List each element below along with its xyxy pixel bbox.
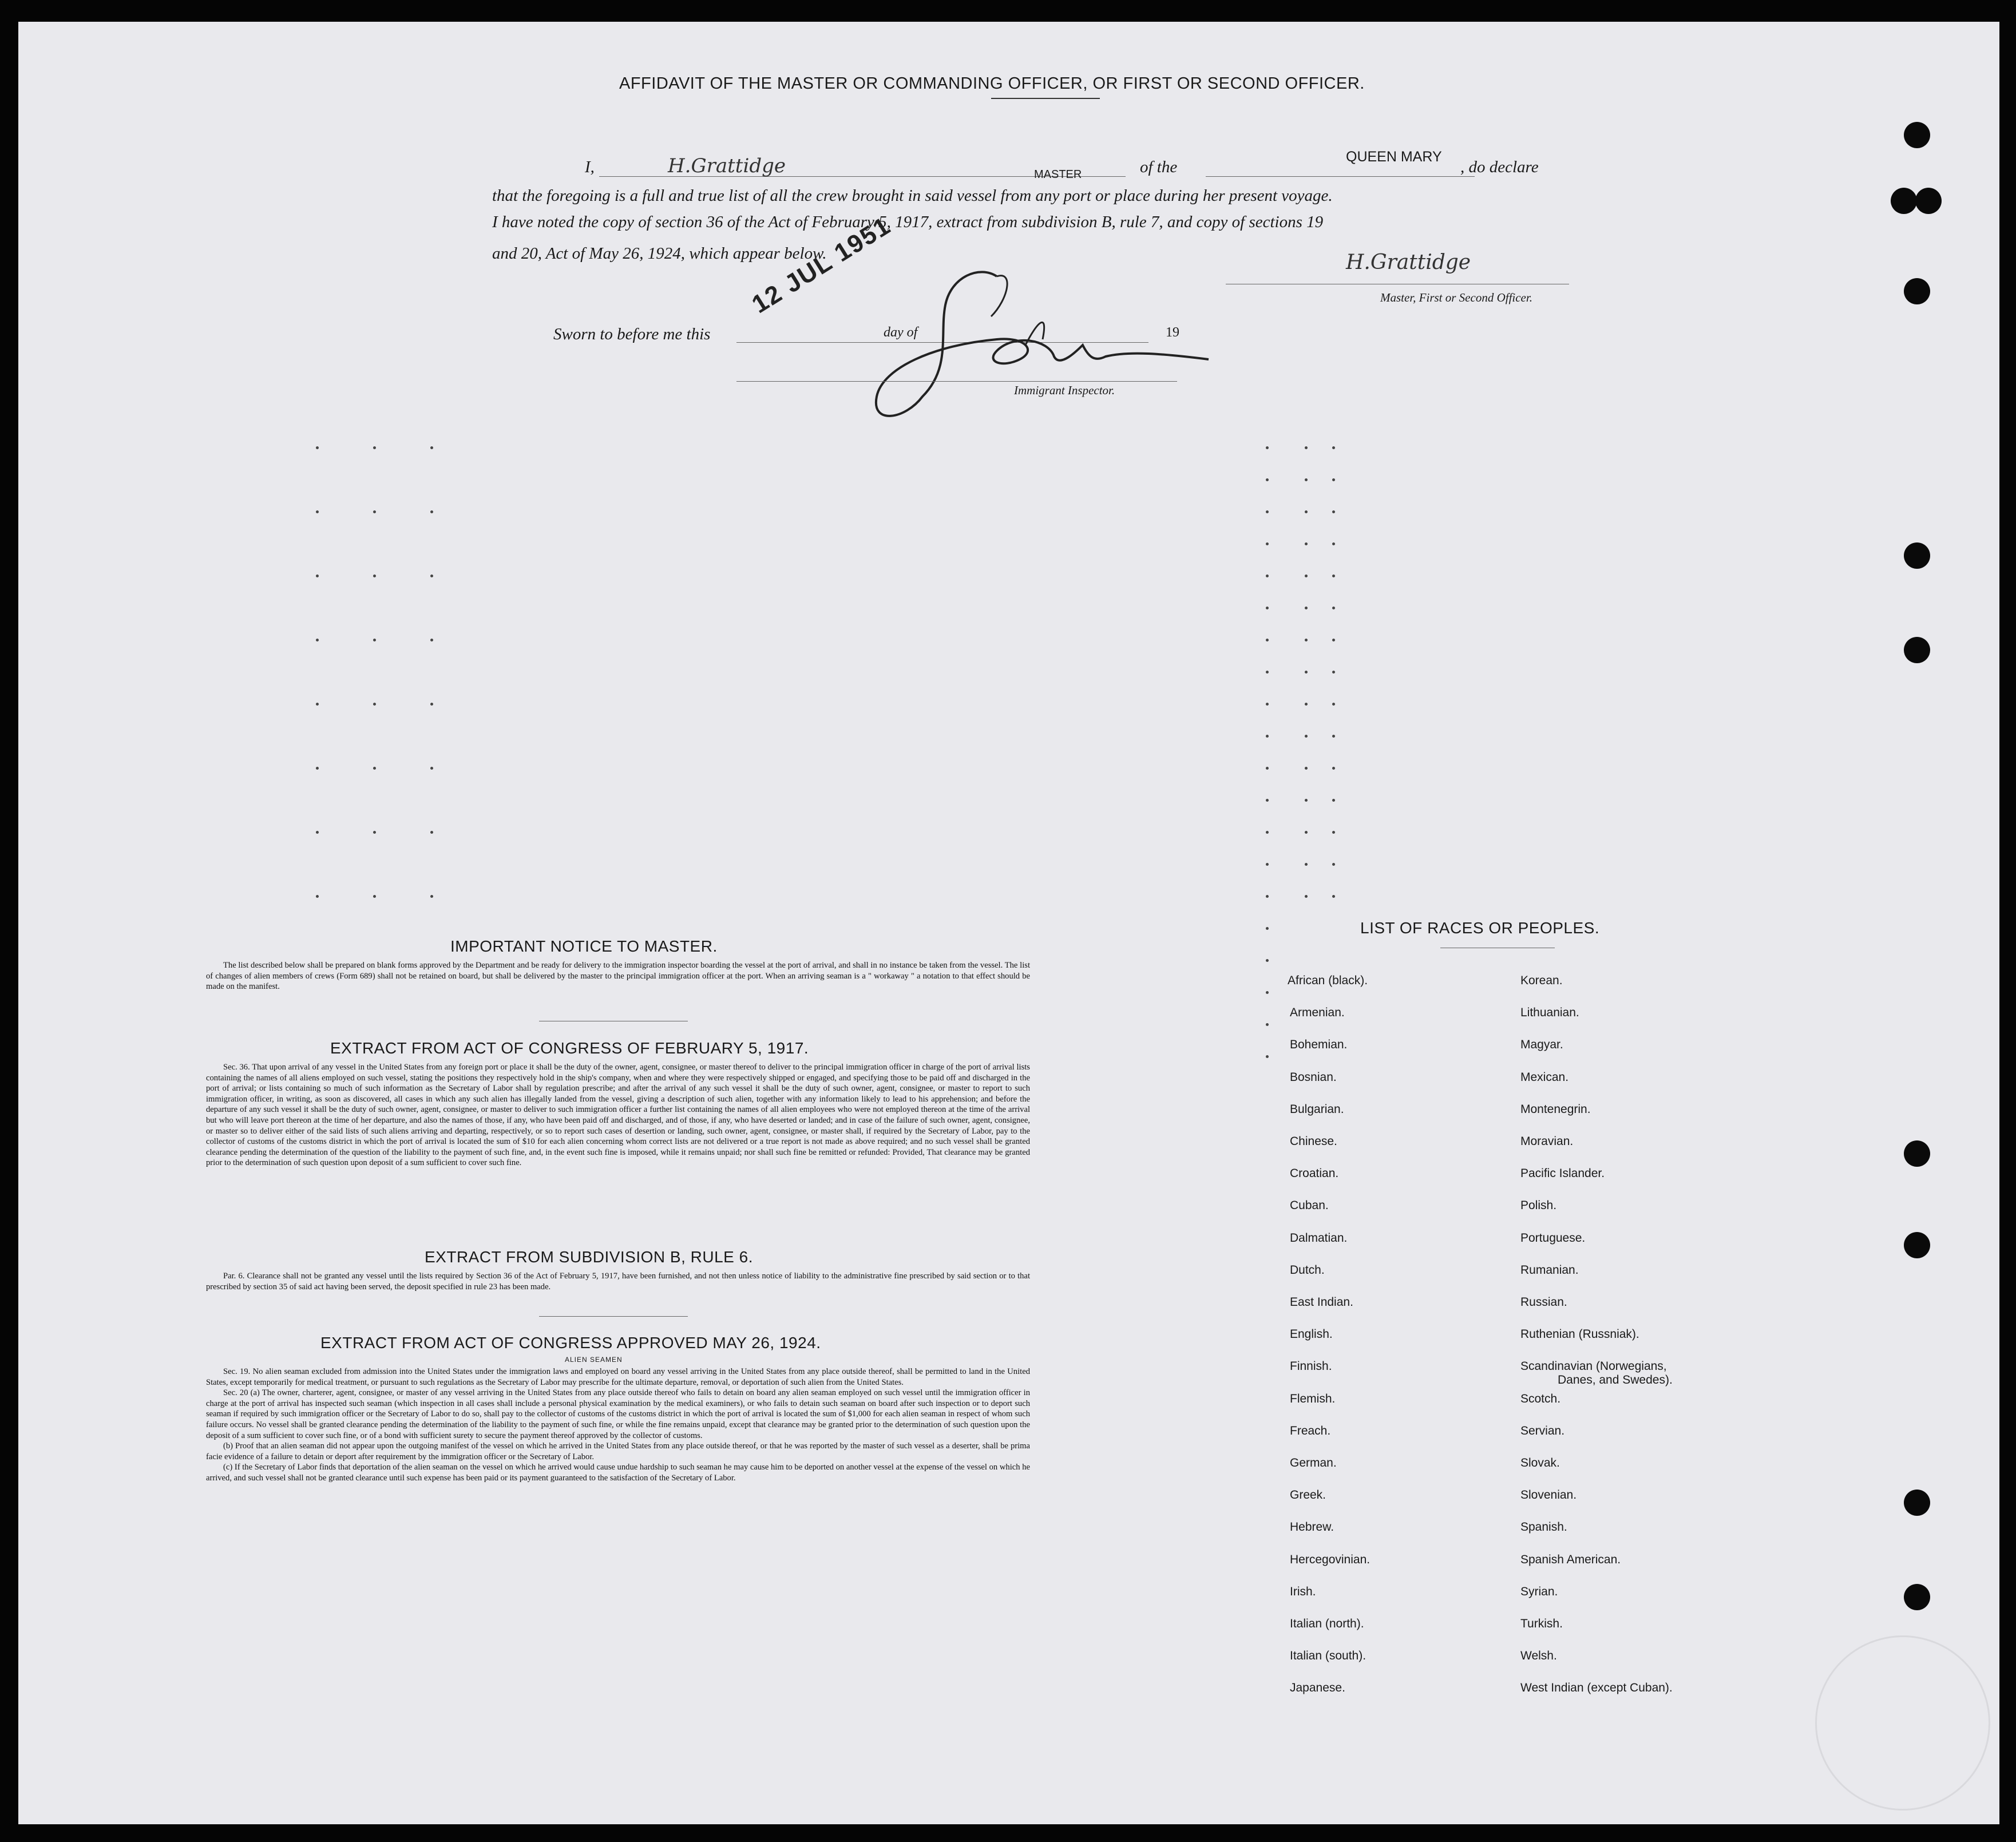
rank-label: MASTER bbox=[1034, 168, 1082, 181]
leader-dot bbox=[316, 510, 319, 513]
leader-dot bbox=[1266, 1055, 1269, 1058]
day-of-label: day of bbox=[884, 325, 918, 340]
leader-dot bbox=[1332, 639, 1335, 641]
race-item: Welsh. bbox=[1520, 1649, 1557, 1663]
race-item: Croatian. bbox=[1290, 1167, 1339, 1181]
alien-seamen-subtitle: ALIEN SEAMEN bbox=[565, 1356, 623, 1364]
notice-text bbox=[206, 960, 1030, 992]
inspector-caption: Immigrant Inspector. bbox=[1014, 383, 1115, 397]
race-item: Spanish. bbox=[1520, 1520, 1567, 1534]
leader-dot bbox=[1266, 767, 1269, 770]
inspector-signature bbox=[808, 253, 1231, 442]
leader-dot bbox=[1305, 767, 1308, 770]
leader-dot bbox=[373, 831, 376, 834]
race-item: Rumanian. bbox=[1520, 1263, 1579, 1277]
extract-1924-title: EXTRACT FROM ACT OF CONGRESS APPROVED MAY 26, 1924. bbox=[320, 1334, 821, 1352]
of-the-label: of the bbox=[1140, 158, 1178, 176]
race-item: Polish. bbox=[1520, 1199, 1557, 1213]
leader-dot bbox=[1332, 735, 1335, 738]
punch-hole bbox=[1904, 1584, 1930, 1610]
race-item: Dalmatian. bbox=[1290, 1231, 1348, 1245]
leader-dot bbox=[1266, 1023, 1269, 1026]
race-item: Armenian. bbox=[1290, 1006, 1345, 1020]
leader-dot bbox=[430, 510, 433, 513]
leader-dot bbox=[373, 895, 376, 898]
race-item: Turkish. bbox=[1520, 1617, 1563, 1630]
inspector-rule bbox=[736, 381, 1177, 382]
leader-dot bbox=[1305, 863, 1308, 866]
leader-dot bbox=[1266, 735, 1269, 738]
rule6-title: EXTRACT FROM SUBDIVISION B, RULE 6. bbox=[425, 1248, 753, 1266]
leader-dot bbox=[316, 639, 319, 641]
leader-dot bbox=[430, 639, 433, 641]
leader-dot bbox=[1332, 478, 1335, 481]
leader-dot bbox=[1332, 510, 1335, 513]
race-item: Montenegrin. bbox=[1520, 1102, 1591, 1116]
leader-dot bbox=[1305, 831, 1308, 834]
leader-dot bbox=[373, 767, 376, 770]
title-underline bbox=[991, 98, 1100, 99]
master-signature: H.Grattidge bbox=[1346, 251, 1471, 274]
leader-dot bbox=[316, 831, 319, 834]
race-item: English. bbox=[1290, 1328, 1333, 1341]
leader-dot bbox=[373, 446, 376, 449]
leader-dot bbox=[1305, 446, 1308, 449]
race-item: Hebrew. bbox=[1290, 1520, 1334, 1534]
do-declare-label: , do declare bbox=[1460, 158, 1539, 176]
leader-dot bbox=[430, 767, 433, 770]
leader-dot bbox=[430, 895, 433, 898]
race-item: Bosnian. bbox=[1290, 1070, 1337, 1084]
leader-dot bbox=[1266, 831, 1269, 834]
race-item: Mexican. bbox=[1520, 1070, 1569, 1084]
race-item: Freach. bbox=[1290, 1424, 1331, 1437]
leader-dot bbox=[1332, 863, 1335, 866]
extract-1917-title: EXTRACT FROM ACT OF CONGRESS OF FEBRUARY 5, 1917. bbox=[330, 1039, 809, 1057]
sec20b-paragraph: (b) Proof that an alien seaman did not appear upon the outgoing manifest of the vessel on which he arrived in the United States from any place outside thereof, or that he was reported by the master of such vessel as a deserter, shall be prima facie evidence of a failure to detain or deport after requirement by the immigration officer or the Secretary of Labor. bbox=[206, 1441, 1030, 1461]
i-label: I, bbox=[585, 158, 595, 176]
affidavit-line-2: that the foregoing is a full and true list of all the crew brought in said vessel from any port or place during her present voyage. bbox=[492, 187, 1333, 205]
leader-dot bbox=[1332, 542, 1335, 545]
leader-dot bbox=[1266, 991, 1269, 994]
race-item: African (black). bbox=[1288, 974, 1368, 987]
race-item: Servian. bbox=[1520, 1424, 1565, 1437]
leader-dot bbox=[1305, 703, 1308, 706]
leader-dot bbox=[430, 703, 433, 706]
race-item: Chinese. bbox=[1290, 1135, 1337, 1148]
affidavit-line-4: and 20, Act of May 26, 1924, which appear below. bbox=[492, 244, 827, 263]
sec19-paragraph: Sec. 19. No alien seaman excluded from admission into the United States under the immigration laws and employed on board any vessel arriving in the United States from any place outside thereof, shall be permitted to land in the United States, except temporarily for medical treatment, or pursuant to such regulations as the Secretary of Labor may prescribe for the ultimate departure, removal, or deportation of such alien from the United States. bbox=[206, 1367, 1030, 1387]
leader-dot bbox=[1305, 575, 1308, 577]
sec20c-paragraph: (c) If the Secretary of Labor finds that deportation of the alien seaman on the vessel on which he arrived would cause undue hardship to such seaman he may cause him to be deported on another vessel at the expense of the vessel on which he arrived, and such vessel shall not be granted clearance until such expense has been paid or its payment guaranteed to the satisfaction of the Secretary of Labor. bbox=[206, 1463, 1030, 1483]
leader-dot bbox=[316, 575, 319, 577]
race-item: West Indian (except Cuban). bbox=[1520, 1681, 1673, 1695]
punch-hole bbox=[1904, 122, 1930, 148]
leader-dot bbox=[430, 575, 433, 577]
leader-dot bbox=[1305, 671, 1308, 674]
race-item: German. bbox=[1290, 1456, 1337, 1469]
document-page bbox=[18, 22, 1999, 1824]
leader-dot bbox=[1266, 510, 1269, 513]
race-item: Slovak. bbox=[1520, 1456, 1560, 1469]
leader-dot bbox=[1266, 959, 1269, 962]
race-item: Hercegovinian. bbox=[1290, 1552, 1371, 1566]
leader-dot bbox=[1266, 607, 1269, 609]
leader-dot bbox=[373, 639, 376, 641]
affidavit-line-3: I have noted the copy of section 36 of the Act of February 5, 1917, extract from subdivision B, rule 7, and copy of sections 19 bbox=[492, 213, 1324, 231]
race-item: Japanese. bbox=[1290, 1681, 1345, 1695]
race-item: Danes, and Swedes). bbox=[1558, 1373, 1673, 1387]
leader-dot bbox=[1266, 575, 1269, 577]
race-item: Bohemian. bbox=[1290, 1038, 1348, 1052]
race-item: Spanish American. bbox=[1520, 1552, 1621, 1566]
punch-hole bbox=[1904, 1490, 1930, 1516]
leader-dot bbox=[1266, 927, 1269, 930]
punch-hole bbox=[1915, 188, 1942, 214]
leader-dot bbox=[1266, 542, 1269, 545]
leader-dot bbox=[1266, 895, 1269, 898]
race-item: Scandinavian (Norwegians, bbox=[1520, 1360, 1667, 1373]
punch-hole bbox=[1904, 637, 1930, 663]
race-item: Greek. bbox=[1290, 1488, 1326, 1502]
leader-dot bbox=[1266, 478, 1269, 481]
leader-dot bbox=[430, 831, 433, 834]
race-item: East Indian. bbox=[1290, 1296, 1353, 1309]
leader-dot bbox=[1266, 863, 1269, 866]
race-item: Korean. bbox=[1520, 974, 1563, 987]
punch-hole bbox=[1891, 188, 1917, 214]
race-item: Bulgarian. bbox=[1290, 1102, 1344, 1116]
race-item: Italian (south). bbox=[1290, 1649, 1367, 1663]
sworn-label: Sworn to before me this bbox=[553, 325, 711, 343]
race-item: Russian. bbox=[1520, 1296, 1567, 1309]
race-item: Dutch. bbox=[1290, 1263, 1325, 1277]
rule6-paragraph: Par. 6. Clearance shall not be granted any vessel until the lists required by Section 36 of the Act of February 5, 1917, have been furnished, and not then unless notice of liability to the administrative fine prescribed by said section or to that prescribed by section 35 of said act having been served, the deposit specified in rule 23 has been made. bbox=[206, 1271, 1030, 1292]
leader-dot bbox=[1266, 639, 1269, 641]
date-stamp: 12 JUL 1951 bbox=[747, 211, 896, 319]
leader-dot bbox=[1332, 799, 1335, 802]
extract-1917-paragraph: Sec. 36. That upon arrival of any vessel in the United States from any foreign port or place it shall be the duty of the owner, agent, consignee, or master thereof to deliver to the principal immigration officer in charge of the port of arrival lists containing the names of all aliens employed on such vessel, stating the positions they respectively hold in the ship's company, when and where they were respectively shipped or engaged, and specifying those to be paid off and discharged in the port of arrival; or lists containing so much of such information as the Secretary of Labor shall by regulation prescribe; and after the arrival of any such vessel it shall be the duty of such owner, agent, consignee, or master to report to such immigration officer, in writing, as soon as discovered, all cases in which any such alien has illegally landed from the vessel, giving a description of such alien, together with any information likely to lead to his apprehension; and before the departure of any such vessel it shall be the duty of such owner, agent, consignee, or master to deliver to such immigration officer a further list containing the names of all alien employees who were not employed thereon at the time of the arrival but who will leave port thereon at the time of her departure, and also the names of those, if any, who have been paid off and discharged, and of those, if any, who have deserted or landed; and in case of the failure of such owner, agent, consignee, or master so to deliver either of the said lists of such aliens arriving and departing, respectively, or so to report such cases of desertion or landing, such owner, agent, consignee, or master shall, if required by the Secretary of Labor, pay to the collector of customs of the customs district in which the port of arrival is located the sum of $10 for each alien concerning whom correct lists are not delivered or a true report is not made as above required; and no such vessel shall be granted clearance pending the determination of the question of the liability to the payment of such fine, and, in the event such fine is imposed, while it remains unpaid; nor shall such fine be remitted or refunded: Provided, That clearance may be granted prior to the determination of such question upon deposit of a sum sufficient to cover such fine. bbox=[206, 1063, 1030, 1168]
races-title: LIST OF RACES OR PEOPLES. bbox=[1360, 919, 1600, 937]
leader-dot bbox=[1266, 446, 1269, 449]
leader-dot bbox=[316, 895, 319, 898]
leader-dot bbox=[430, 446, 433, 449]
leader-dot bbox=[1332, 767, 1335, 770]
leader-dot bbox=[1332, 671, 1335, 674]
punch-hole bbox=[1904, 278, 1930, 304]
race-item: Portuguese. bbox=[1520, 1231, 1586, 1245]
leader-dot bbox=[1266, 703, 1269, 706]
affidavit-title: AFFIDAVIT OF THE MASTER OR COMMANDING OFFICER, OR FIRST OR SECOND OFFICER. bbox=[619, 74, 1365, 93]
extract-1917-text bbox=[206, 1062, 1030, 1168]
year-prefix: 19 bbox=[1166, 325, 1179, 340]
race-item: Pacific Islander. bbox=[1520, 1167, 1605, 1181]
leader-dot bbox=[373, 575, 376, 577]
race-item: Lithuanian. bbox=[1520, 1006, 1579, 1020]
signature-caption: Master, First or Second Officer. bbox=[1380, 291, 1532, 304]
leader-dot bbox=[1332, 607, 1335, 609]
sec20a-paragraph: Sec. 20 (a) The owner, charterer, agent, consignee, or master of any vessel arriving in the United States from any place outside thereof who fails to detain on board any alien seaman employed on such vessel until the immigration officer in charge at the port of arrival has inspected such seaman (which inspection in all cases shall include a personal physical examination by the medical examiners), or who fails to detain such seaman on board after such inspection or to deport such seaman if required by such immigration officer or the Secretary of Labor to do so, shall pay to the collector of customs of the customs district in which the port of arrival is located the sum of $1,000 for each alien seaman in respect of whom such failure occurs. No vessel shall be granted clearance pending the determination of the liability to the payment of such fine, or while the fine remains unpaid, except that clearance may be granted prior to the determination of such question upon the deposit of a sum sufficient to cover such fine, or of a bond with sufficient surety to secure the payment thereof approved by the collector of customs. bbox=[206, 1388, 1030, 1440]
faint-seal bbox=[1815, 1635, 1990, 1811]
race-item: Italian (north). bbox=[1290, 1617, 1364, 1630]
punch-hole bbox=[1904, 542, 1930, 569]
leader-dot bbox=[316, 446, 319, 449]
leader-dot bbox=[1332, 446, 1335, 449]
extract-1924-text bbox=[206, 1366, 1030, 1484]
punch-hole bbox=[1904, 1232, 1930, 1258]
master-name-handwritten: H.Grattidge bbox=[668, 155, 786, 177]
leader-dot bbox=[1266, 799, 1269, 802]
leader-dot bbox=[1305, 735, 1308, 738]
race-item: Magyar. bbox=[1520, 1038, 1563, 1052]
punch-hole bbox=[1904, 1140, 1930, 1167]
leader-dot bbox=[316, 703, 319, 706]
section-divider-2 bbox=[539, 1316, 688, 1317]
leader-dot bbox=[1266, 671, 1269, 674]
race-item: Syrian. bbox=[1520, 1584, 1558, 1598]
leader-dot bbox=[373, 510, 376, 513]
race-item: Scotch. bbox=[1520, 1392, 1561, 1405]
leader-dot bbox=[1305, 799, 1308, 802]
notice-title: IMPORTANT NOTICE TO MASTER. bbox=[450, 937, 718, 955]
leader-dot bbox=[1305, 478, 1308, 481]
leader-dot bbox=[1305, 510, 1308, 513]
affidavit-line-1 bbox=[585, 158, 595, 177]
race-item: Slovenian. bbox=[1520, 1488, 1577, 1502]
race-item: Irish. bbox=[1290, 1584, 1316, 1598]
race-item: Moravian. bbox=[1520, 1135, 1574, 1148]
race-item: Cuban. bbox=[1290, 1199, 1329, 1213]
leader-dot bbox=[1305, 639, 1308, 641]
vessel-rule bbox=[1206, 176, 1475, 177]
leader-dot bbox=[373, 703, 376, 706]
leader-dot bbox=[1332, 895, 1335, 898]
leader-dot bbox=[1305, 895, 1308, 898]
leader-dot bbox=[1305, 607, 1308, 609]
leader-dot bbox=[1332, 575, 1335, 577]
race-item: Finnish. bbox=[1290, 1360, 1332, 1373]
race-item: Flemish. bbox=[1290, 1392, 1336, 1405]
race-item: Ruthenian (Russniak). bbox=[1520, 1328, 1639, 1341]
leader-dot bbox=[1305, 542, 1308, 545]
leader-dot bbox=[316, 767, 319, 770]
leader-dot bbox=[1332, 831, 1335, 834]
leader-dot bbox=[1332, 703, 1335, 706]
rule6-text bbox=[206, 1271, 1030, 1292]
vessel-name: QUEEN MARY bbox=[1346, 149, 1442, 165]
notice-paragraph: The list described below shall be prepared on blank forms approved by the Department and be ready for delivery to the immigration inspector boarding the vessel at the port of arrival, and shall in no instance be taken from the vessel. The list of changes of alien members of crews (Form 689) shall not be retained on board, but shall be delivered by the master to the principal immigration officer at the port. When an arriving seaman is a " workaway " a notation to that effect should be made on the manifest. bbox=[206, 961, 1030, 992]
